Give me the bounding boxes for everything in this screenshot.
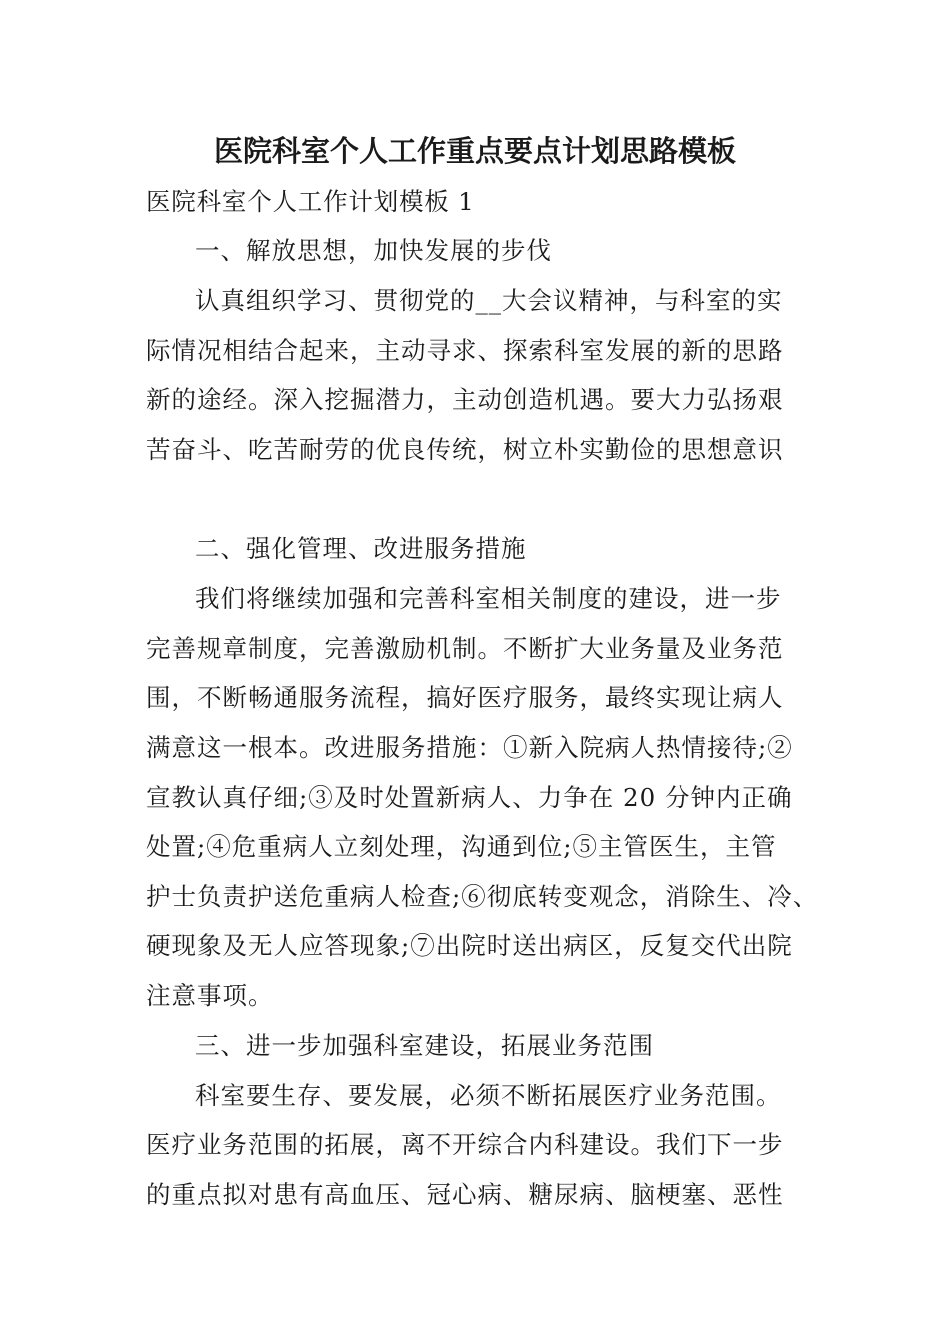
paragraph-line: 硬现象及无人应答现象;⑦出院时送出病区，反复交代出院 [146, 931, 793, 960]
paragraph-line: 宣教认真仔细;③及时处置新病人、力争在 20 分钟内正确 [146, 783, 793, 812]
paragraph-line: 我们将继续加强和完善科室相关制度的建设，进一步 [195, 584, 782, 613]
paragraph-line: 护士负责护送危重病人检查;⑥彻底转变观念，消除生、冷、 [146, 882, 819, 911]
paragraph-line: 满意这一根本。改进服务措施：①新入院病人热情接待;② [146, 733, 793, 762]
paragraph-line: 际情况相结合起来，主动寻求、探索科室发展的新的思路 [146, 336, 784, 365]
document-title: 医院科室个人工作重点要点计划思路模板 [213, 134, 736, 168]
section-heading-3: 三、进一步加强科室建设，拓展业务范围 [195, 1031, 654, 1060]
paragraph-line: 新的途经。深入挖掘潜力，主动创造机遇。要大力弘扬艰 [146, 385, 784, 414]
paragraph-line: 注意事项。 [146, 981, 274, 1010]
paragraph-line: 的重点拟对患有高血压、冠心病、糖尿病、脑梗塞、恶性 [146, 1180, 784, 1209]
section-heading-1: 一、解放思想，加快发展的步伐 [195, 236, 552, 265]
paragraph-line: 苦奋斗、吃苦耐劳的优良传统，树立朴实勤俭的思想意识 [146, 435, 784, 464]
paragraph-line: 围，不断畅通服务流程，搞好医疗服务，最终实现让病人 [146, 683, 784, 712]
paragraph-line: 医疗业务范围的拓展，离不开综合内科建设。我们下一步 [146, 1130, 784, 1159]
section-heading-2: 二、强化管理、改进服务措施 [195, 534, 527, 563]
paragraph-line: 认真组织学习、贯彻党的__大会议精神，与科室的实 [195, 286, 783, 315]
paragraph-line: 处置;④危重病人立刻处理，沟通到位;⑤主管医生，主管 [146, 832, 777, 861]
document-subtitle: 医院科室个人工作计划模板 1 [146, 187, 475, 216]
paragraph-line: 完善规章制度，完善激励机制。不断扩大业务量及业务范 [146, 634, 784, 663]
paragraph-line: 科室要生存、要发展，必须不断拓展医疗业务范围。 [195, 1081, 782, 1110]
